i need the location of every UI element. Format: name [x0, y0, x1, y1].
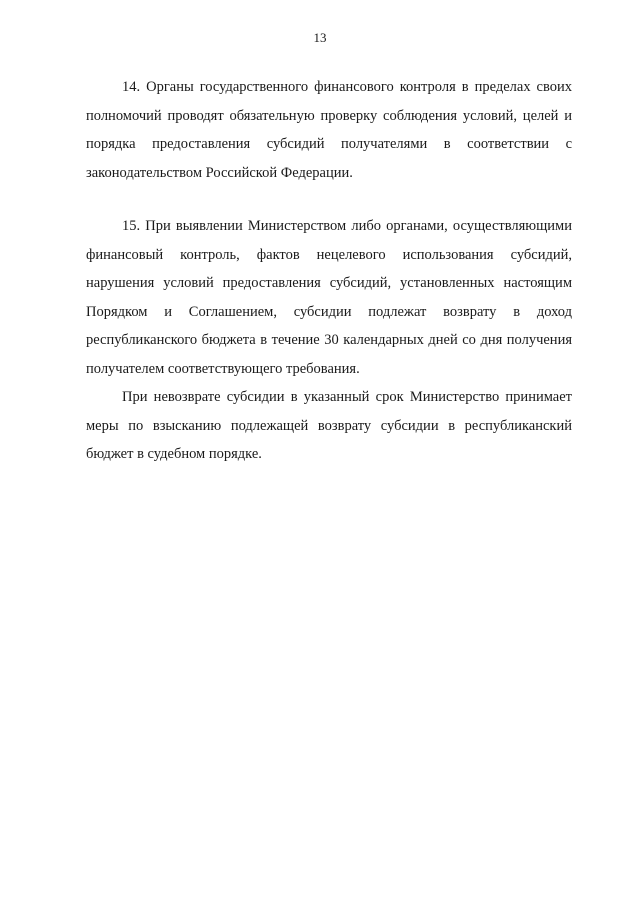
paragraph-15: 15. При выявлении Министерством либо органами, осуществляющими финансовый контроль, фактов нецелевого использования субсидий, нарушения условий предоставления субсидий, установленных настоящим Порядком и Соглашением, субсидии подлежат возврату в доход республиканского бюджета в течение 30 календарных дней со дня получения получателем соответствующего требования. — [86, 218, 572, 377]
paragraph-spacer — [86, 187, 572, 212]
document-body — [86, 73, 572, 469]
paragraph-15-continued: При невозврате субсидии в указанный срок Министерство принимает меры по взысканию подлежащей возврату субсидии в республиканский бюджет в судебном порядке. — [86, 389, 572, 462]
paragraph-14: 14. Органы государственного финансового контроля в пределах своих полномочий проводят обязательную проверку соблюдения условий, целей и порядка предоставления субсидий получателями в соответствии с законодательством Российской Федерации. — [86, 79, 572, 181]
page-number: 13 — [313, 30, 327, 45]
